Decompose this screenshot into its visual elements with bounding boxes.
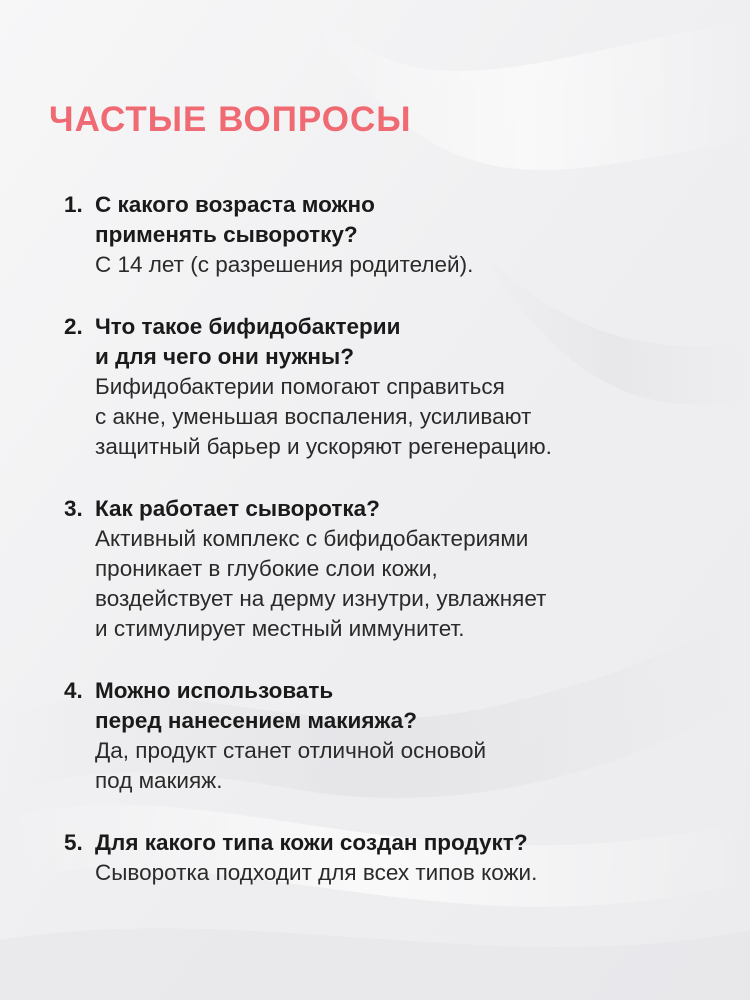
faq-body (95, 828, 704, 888)
faq-body (95, 494, 704, 644)
faq-answer (95, 250, 704, 280)
answer-line: Активный комплекс с бифидобактериями (95, 526, 529, 551)
question-line: применять сыворотку? (95, 222, 358, 247)
faq-item-2 (64, 312, 704, 462)
faq-question (95, 190, 704, 250)
faq-number: 4. (64, 678, 83, 703)
answer-line: под макияж. (95, 768, 223, 793)
faq-question (95, 676, 704, 736)
question-line: перед нанесением макияжа? (95, 708, 417, 733)
question-line: С какого возраста можно (95, 192, 375, 217)
faq-item-3 (64, 494, 704, 644)
faq-item-4 (64, 676, 704, 796)
faq-question (95, 494, 704, 524)
faq-answer (95, 736, 704, 796)
question-line: Как работает сыворотка? (95, 496, 380, 521)
answer-line: с акне, уменьшая воспаления, усиливают (95, 404, 532, 429)
faq-body (95, 190, 704, 280)
faq-number: 1. (64, 192, 83, 217)
faq-body (95, 312, 704, 462)
faq-number: 3. (64, 496, 83, 521)
answer-line: защитный барьер и ускоряют регенерацию. (95, 434, 552, 459)
faq-answer (95, 372, 704, 462)
question-line: Можно использовать (95, 678, 334, 703)
answer-line: С 14 лет (с разрешения родителей). (95, 252, 474, 277)
answer-line: Бифидобактерии помогают справиться (95, 374, 505, 399)
faq-number: 5. (64, 830, 83, 855)
answer-line: Да, продукт станет отличной основой (95, 738, 487, 763)
faq-question (95, 828, 704, 858)
answer-line: и стимулирует местный иммунитет. (95, 616, 465, 641)
question-line: Для какого типа кожи создан продукт? (95, 830, 528, 855)
faq-body (95, 676, 704, 796)
question-line: Что такое бифидобактерии (95, 314, 401, 339)
answer-line: Сыворотка подходит для всех типов кожи. (95, 860, 538, 885)
answer-line: проникает в глубокие слои кожи, (95, 556, 438, 581)
faq-number: 2. (64, 314, 83, 339)
faq-question (95, 312, 704, 372)
faq-answer (95, 858, 704, 888)
answer-line: воздействует на дерму изнутри, увлажняет (95, 586, 547, 611)
question-line: и для чего они нужны? (95, 344, 354, 369)
page-title: ЧАСТЫЕ ВОПРОСЫ (49, 100, 412, 139)
faq-item-5 (64, 828, 704, 888)
faq-answer (95, 524, 704, 644)
faq-item-1 (64, 190, 704, 280)
